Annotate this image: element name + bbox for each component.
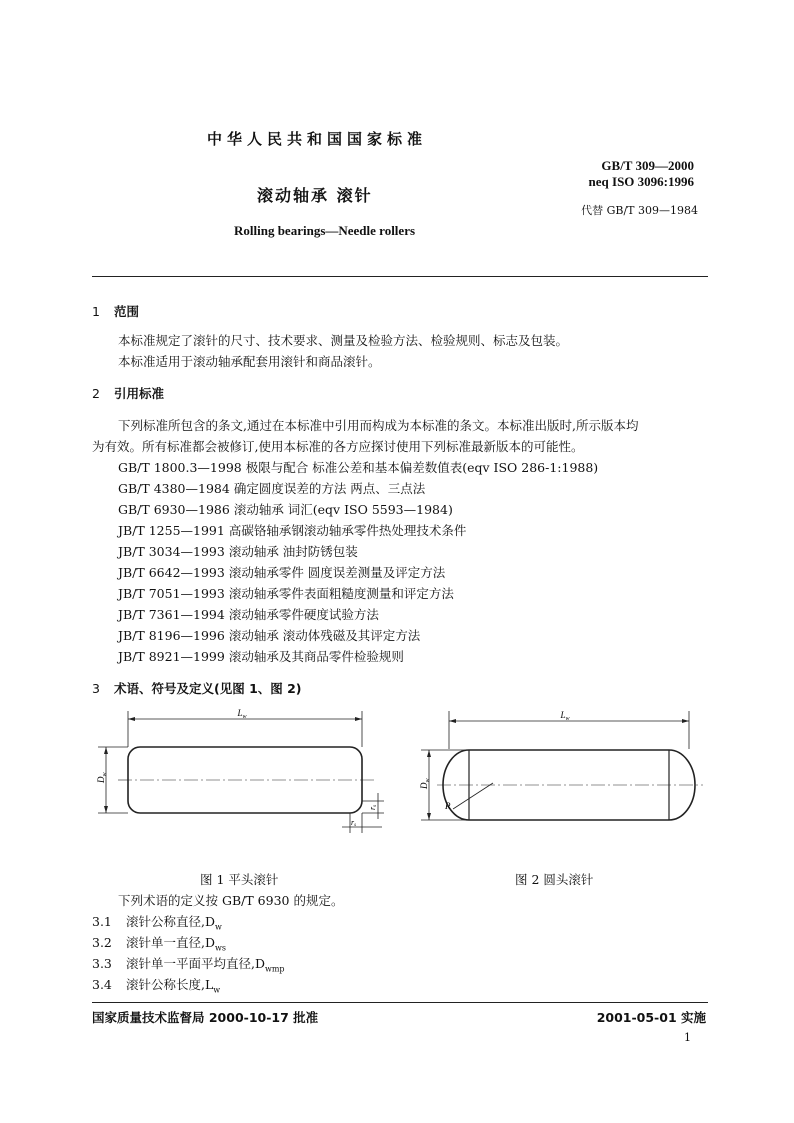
figure-1-caption: 图 1 平头滚针: [200, 872, 279, 887]
reference-item: [118, 479, 425, 497]
reference-title: 高碳铬轴承钢滚动轴承零件热处理技术条件: [228, 523, 467, 538]
reference-code: JB/T 8921—1999: [118, 649, 225, 664]
term-definition: [92, 954, 285, 974]
arrow-head: [682, 719, 689, 723]
reference-code: JB/T 7361—1994: [118, 607, 225, 622]
reference-item: [118, 605, 379, 623]
reference-item: [118, 500, 453, 518]
term-text: 滚针单一直径,D: [126, 935, 215, 950]
term-subscript: wmp: [265, 964, 285, 974]
implementation-date: 2001-05-01 实施: [596, 1010, 706, 1025]
reference-code: GB/T 1800.3—1998: [118, 460, 242, 475]
section-2-intro-line-1: 下列标准所包含的条文,通过在本标准中引用而构成为本标准的条文。本标准出版时,所示版本均: [118, 418, 639, 433]
figure-2-caption: 图 2 圆头滚针: [515, 872, 594, 887]
term-subscript: w: [215, 922, 222, 932]
section-number: 3: [92, 681, 100, 696]
radius-leader: [453, 783, 493, 809]
page-number: 1: [684, 1031, 691, 1044]
reference-item: [118, 521, 466, 539]
reference-code: JB/T 7051—1993: [118, 586, 225, 601]
reference-code: JB/T 1255—1991: [118, 523, 225, 538]
term-definition: [92, 912, 222, 932]
reference-item: [118, 647, 404, 665]
replaces-note: 代替 GB/T 309—1984: [581, 204, 698, 217]
figure-1-flat-end-roller: [92, 705, 392, 840]
title-chinese: 滚动轴承 滚针: [257, 186, 373, 205]
reference-item: [118, 626, 420, 644]
arrow-head: [104, 806, 108, 813]
arrow-head: [355, 717, 362, 721]
term-number: 3.2: [92, 935, 112, 950]
section-number: 2: [92, 386, 100, 401]
lw-label: $L_w$: [237, 708, 247, 720]
dw-label: $D_w$: [96, 772, 108, 783]
reference-item: [118, 584, 454, 602]
section-2-heading: [92, 384, 164, 402]
reference-item: [118, 458, 598, 476]
term-definition: [92, 975, 220, 995]
section-3-heading: [92, 679, 302, 697]
term-definition: [92, 933, 226, 953]
term-number: 3.1: [92, 914, 112, 929]
standard-code: [589, 158, 694, 190]
standard-number: GB/T 309—2000: [601, 158, 694, 173]
reference-item: [118, 542, 358, 560]
arrow-head: [427, 813, 431, 820]
reference-title: 滚动轴承零件 圆度误差测量及评定方法: [228, 565, 446, 580]
term-subscript: ws: [215, 943, 226, 953]
reference-code: GB/T 4380—1984: [118, 481, 230, 496]
reference-code: GB/T 6930—1986: [118, 502, 230, 517]
reference-title: 确定圆度误差的方法 两点、三点法: [233, 481, 426, 496]
section-2-intro-line-2: 为有效。所有标准都会被修订,使用本标准的各方应探讨使用下列标准最新版本的可能性。: [92, 439, 584, 454]
reference-title: 极限与配合 标准公差和基本偏差数值表(eqv ISO 286-1:1988): [245, 460, 599, 475]
equivalence-note: neq ISO 3096:1996: [588, 174, 694, 189]
lw-label: $L_w$: [560, 710, 570, 722]
term-number: 3.3: [92, 956, 112, 971]
reference-code: JB/T 8196—1996: [118, 628, 225, 643]
approval-note: 国家质量技术监督局 2000-10-17 批准: [92, 1010, 319, 1025]
reference-title: 滚动轴承及其商品零件检验规则: [228, 649, 404, 664]
header-divider: [92, 276, 708, 277]
document-header: 中华人民共和国国家标准: [207, 130, 428, 148]
reference-title: 滚动轴承 油封防锈包装: [228, 544, 358, 559]
rs-label-vertical: rs: [368, 804, 378, 810]
figure-2-round-end-roller: [415, 705, 715, 830]
term-text: 滚针单一平面平均直径,D: [126, 956, 265, 971]
arrow-head: [128, 717, 135, 721]
reference-title: 滚动轴承零件表面粗糙度测量和评定方法: [228, 586, 454, 601]
reference-title: 滚动轴承 词汇(eqv ISO 5593—1984): [233, 502, 453, 517]
section-1-heading: [92, 302, 139, 320]
section-1-para-2: 本标准适用于滚动轴承配套用滚针和商品滚针。: [118, 354, 381, 369]
term-text: 滚针公称长度,L: [126, 977, 214, 992]
footer-divider: [92, 1002, 708, 1003]
rs-label-horizontal: rs: [351, 818, 357, 828]
term-number: 3.4: [92, 977, 112, 992]
arrow-head: [449, 719, 456, 723]
section-number: 1: [92, 304, 100, 319]
reference-code: JB/T 3034—1993: [118, 544, 225, 559]
section-3-intro: 下列术语的定义按 GB/T 6930 的规定。: [118, 893, 344, 908]
arrow-head: [104, 747, 108, 754]
section-1-para-1: 本标准规定了滚针的尺寸、技术要求、测量及检验方法、检验规则、标志及包装。: [118, 333, 569, 348]
reference-title: 滚动轴承零件硬度试验方法: [228, 607, 379, 622]
radius-label: R: [445, 801, 451, 811]
reference-item: [118, 563, 445, 581]
reference-title: 滚动轴承 滚动体残磁及其评定方法: [228, 628, 421, 643]
title-english: Rolling bearings—Needle rollers: [234, 223, 416, 238]
section-title: 范围: [114, 304, 140, 319]
dw-label: $D_w$: [419, 778, 431, 789]
term-subscript: w: [213, 985, 221, 995]
section-title: 术语、符号及定义(见图 1、图 2): [114, 681, 302, 696]
term-text: 滚针公称直径,D: [126, 914, 215, 929]
reference-code: JB/T 6642—1993: [118, 565, 225, 580]
arrow-head: [427, 750, 431, 757]
section-title: 引用标准: [114, 386, 165, 401]
